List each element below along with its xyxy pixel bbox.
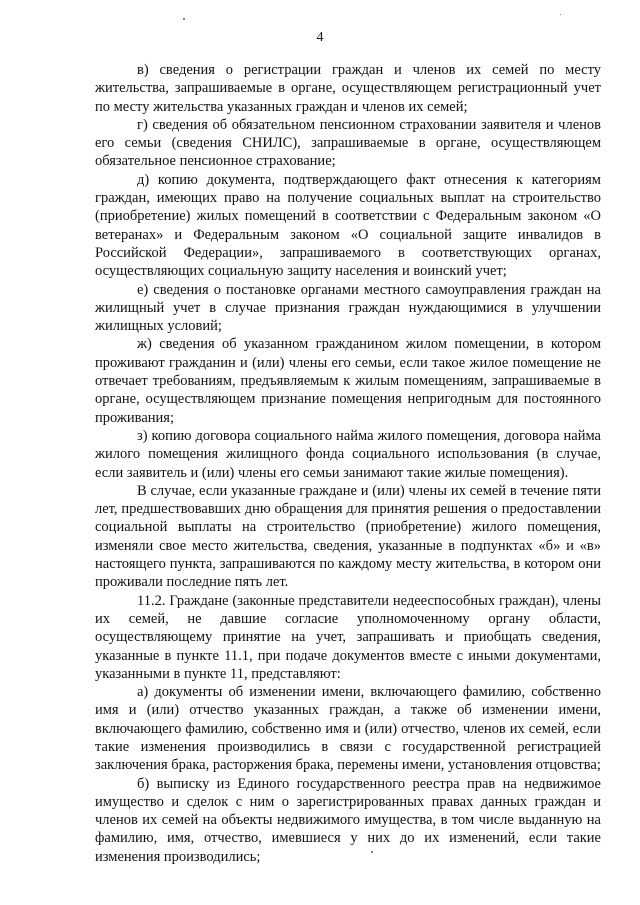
paragraph-residence-change: В случае, если указанные граждане и (или) члены их семей в течение пяти лет, предшествовавших дню обращения для принятия решения о предоставлении социальной выплаты на строительство (приобретение) жилого помещения, изменяли свое место жительства, сведения, указанные в подпунктах «б» и «в» настоящего пункта, запрашиваются по каждому месту жительства, в котором они проживали последние пять лет. [95, 482, 601, 591]
paragraph-b-registry-extract: б) выписку из Единого государственного реестра прав на недвижимое имущество и сделок с ним о зарегистрированных правах данных граждан и членов их семей на объекты недвижимого имущества, в том числе выданную на фамилию, имя, отчество, имевшиеся у них до их изменений, если такие изменения производились; [95, 775, 601, 865]
paragraph-z-lease-contract: з) копию договора социального найма жилого помещения, договора найма жилого помещения жилищного фонда социального использования (в случае, если заявитель и (или) члены его семьи занимают такие жилые помещения). [95, 427, 601, 481]
document-body [95, 61, 601, 866]
scan-speck [371, 851, 373, 853]
paragraph-d-category-document: д) копию документа, подтверждающего факт отнесения к категориям граждан, имеющих право на получение социальных выплат на строительство (приобретение) жилых помещений в соответствии с Федеральным законом «О ветеранах» и Федеральным законом «О социальной защите инвалидов в Российской Федерации», запрашиваемого в соответствующих органах, осуществляющих социальную защиту населения и воинский учет; [95, 171, 601, 280]
paragraph-v-registration: в) сведения о регистрации граждан и членов их семей по месту жительства, запрашиваемые в органе, осуществляющем регистрационный учет по месту жительства указанных граждан и членов их семей; [95, 62, 601, 115]
scan-speck [183, 18, 185, 20]
paragraph-11-2: 11.2. Граждане (законные представители недееспособных граждан), члены их семей, не давшие согласие уполномоченному органу области, осуществляющему принятие на учет, запрашивать и приобщать сведения, указанные в пункте 11.1, при подаче документов вместе с иными документами, указанными в пункте 11, представляют: [95, 592, 601, 682]
paragraph-zh-dwelling-info: ж) сведения об указанном гражданином жилом помещении, в котором проживают гражданин и (или) члены его семьи, если такое жилое помещение не отвечает требованиям, предъявляемым к жилым помещениям, запрашиваемые в органе, осуществляющем признание помещения непригодным для постоянного проживания; [95, 336, 601, 426]
paragraph-a-name-change: а) документы об изменении имени, включающего фамилию, собственно имя и (или) отчество указанных граждан, а также об изменении имени, включающего фамилию, собственно имя и (или) отчество, членов их семей, если такие изменения производились в связи с государственной регистрацией заключения брака, расторжения брака, перемены имени, установления отцовства; [95, 684, 601, 774]
paragraph-e-housing-registration: е) сведения о постановке органами местного самоуправления граждан на жилищный учет в случае признания граждан нуждающимися в улучшении жилищных условий; [95, 281, 601, 335]
paragraph-g-pension-insurance: г) сведения об обязательном пенсионном страховании заявителя и членов его семьи (сведения СНИЛС), запрашиваемые в органе, осуществляющем обязательное пенсионное страхование; [95, 116, 601, 170]
page-number: 4 [316, 30, 324, 45]
scan-speck [560, 14, 561, 15]
